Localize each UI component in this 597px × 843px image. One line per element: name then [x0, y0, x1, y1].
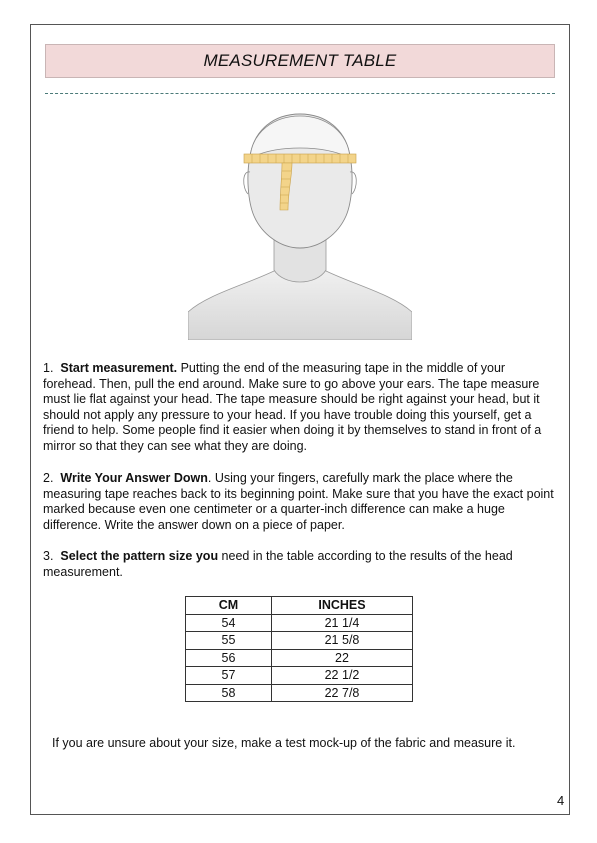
- cm-cell: 56: [186, 649, 272, 667]
- inches-cell: 22 1/2: [272, 667, 413, 685]
- inches-cell: 21 5/8: [272, 632, 413, 650]
- inches-cell: 21 1/4: [272, 614, 413, 632]
- table-row: [186, 632, 413, 650]
- step-3-text: need in the table according to the results of the head measurement.: [43, 549, 513, 579]
- step-3-heading: Select the pattern size you: [60, 549, 219, 563]
- table-row: [186, 667, 413, 685]
- step-1-heading: Start measurement.: [60, 361, 178, 375]
- step-3: [43, 549, 558, 580]
- cm-cell: 57: [186, 667, 272, 685]
- step-2-text: . Using your fingers, carefully mark the place where the measuring tape reaches back to its beginning point. Make sure that you have the exact point marked because even one centimeter or a quarter-inch difference can make a huge difference. Write the answer down on a piece of paper.: [43, 471, 554, 532]
- table-row: [186, 684, 413, 702]
- cm-cell: 58: [186, 684, 272, 702]
- step-1: [43, 361, 558, 455]
- title-bar: [45, 44, 555, 78]
- table-row: [186, 614, 413, 632]
- step-1-number: 1.: [43, 361, 54, 375]
- page-title: MEASUREMENT TABLE: [203, 51, 397, 70]
- dashed-divider: [45, 93, 555, 94]
- step-3-number: 3.: [43, 549, 54, 563]
- column-header-cm: CM: [186, 597, 272, 615]
- cm-cell: 55: [186, 632, 272, 650]
- table-row: [186, 649, 413, 667]
- page-number: 4: [557, 793, 565, 808]
- cm-cell: 54: [186, 614, 272, 632]
- step-1-text: Putting the end of the measuring tape in the middle of your forehead. Then, pull the end around. Make sure to go above your ears. The tape measure must lie flat against your head. The tape measure should be right against your head, but it should not apply any pressure to your head. If you have trouble doing this yourself, get a friend to help. Some people find it easier when doing it by themselves to stand in front of a mirror so that they can see what they are doing.: [43, 361, 542, 453]
- step-2-number: 2.: [43, 471, 54, 485]
- step-2-heading: Write Your Answer Down: [60, 471, 208, 485]
- footer-note: If you are unsure about your size, make a test mock-up of the fabric and measure it.: [52, 736, 516, 750]
- column-header-inches: INCHES: [272, 597, 413, 615]
- head-measuring-tape-illustration: [188, 112, 412, 340]
- step-2: [43, 471, 558, 533]
- size-table: [185, 596, 413, 702]
- inches-cell: 22 7/8: [272, 684, 413, 702]
- table-header-row: [186, 597, 413, 615]
- inches-cell: 22: [272, 649, 413, 667]
